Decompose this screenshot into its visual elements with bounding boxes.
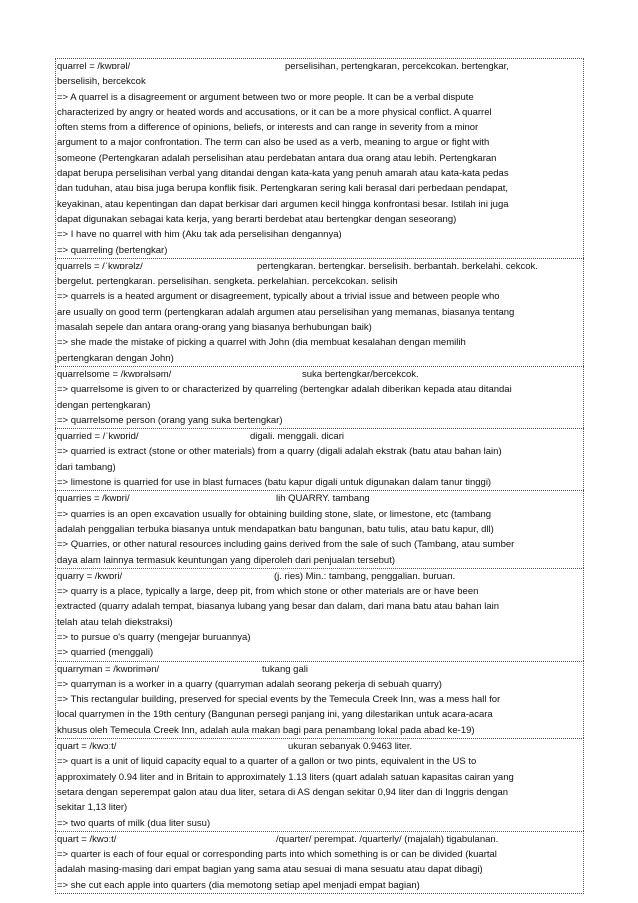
entry-line: khusus oleh Temecula Creek Inn, adalah aula makan bagi para penambang lokal pada abad ke-19) (57, 724, 475, 736)
entry-line: => she cut each apple into quarters (dia memotong setiap apel menjadi empat bagian) (57, 879, 420, 891)
meaning: suka bertengkar/bercekcok. (302, 368, 419, 380)
entry-line: => quarrels is a heated argument or disagreement, typically about a trivial issue and between people who (57, 291, 500, 303)
entry-line: => two quarts of milk (dua liter susu) (57, 817, 211, 829)
headword: quarry = /kwɒri/ (57, 570, 123, 582)
headword: quart = /kwɔːt/ (57, 833, 117, 845)
entry-head (57, 739, 582, 754)
headword: quarrel = /kwɒrəl/ (57, 61, 131, 72)
entry-line: dan tuduhan, atau bisa juga berupa konflik fisik. Pertengkaran sering kali berasal dari perbedaan pendapat, (57, 183, 509, 195)
entry-line: someone (Pertengkaran adalah perselisihan atau perdebatan antara dua orang atau lebih. Pertengkaran (57, 152, 497, 164)
entry-line: are usually on good term (pertengkaran adalah argumen atau perselisihan yang memanas, biasanya tentang (57, 306, 515, 318)
entry-head (57, 259, 582, 274)
entry-line: dapat berupa perselisihan verbal yang ditandai dengan kata-kata yang penuh amarah atau kata-kata pedas (57, 168, 509, 180)
entry-line: berselisih, bercekcok (57, 76, 146, 88)
entry-quarter (55, 831, 584, 894)
dictionary-page (55, 58, 584, 894)
entry-line: => This rectangular building, preserved for special events by the Temecula Creek Inn, was a mess hall for (57, 694, 501, 706)
entry-line: => quart is a unit of liquid capacity equal to a quarter of a gallon or two pints, equivalent in the US to (57, 756, 477, 768)
entry-head (57, 832, 582, 847)
entry-line: => quarries is an open excavation usually for obtaining building stone, slate, or limestone, etc (tambang (57, 508, 492, 520)
entry-line: local quarrymen in the 19th century (Bangunan persegi panjang ini, yang dilestarikan untuk acara-acara (57, 709, 493, 721)
entry-head (57, 367, 582, 382)
entry-quarrel (55, 58, 584, 258)
meaning: perselisihan, pertengkaran, percekcokan. bertengkar, (285, 61, 509, 72)
entry-head (57, 59, 582, 74)
entry-line: dengan pertengkaran) (57, 399, 151, 411)
headword: quarrelsome = /kwɒrəlsəm/ (57, 368, 172, 380)
entry-line: => quarryman is a worker in a quarry (quarryman adalah seorang pekerja di sebuah quarry) (57, 678, 442, 690)
meaning: ukuran sebanyak 0.9463 liter. (288, 741, 413, 753)
entry-line: => limestone is quarried for use in blast furnaces (batu kapur digali untuk digunakan dalam tanur tinggi) (57, 477, 492, 489)
entry-line: => quarrelsome person (orang yang suka bertengkar) (57, 414, 283, 426)
headword: quarryman = /kwɒrimən/ (57, 663, 160, 675)
entry-line: dapat digunakan sebagai kata kerja, yang berarti berdebat atau bertengkar dengan seseorang) (57, 213, 457, 225)
entry-line: bergelut. pertengkaran. perselisihan. sengketa. perkelahian. percekcokan. selisih (57, 276, 398, 288)
entry-head (57, 429, 582, 444)
entry-line: extracted (quarry adalah tempat, biasanya lubang yang besar dan dalam, dari mana batu atau bahan lain (57, 601, 500, 613)
headword: quart = /kwɔːt/ (57, 741, 117, 753)
entry-line: keyakinan, atau kepentingan dan dapat berkisar dari argumen kecil hingga konfrontasi besar. Istilah ini juga (57, 198, 509, 210)
entry-quarrels (55, 258, 584, 366)
entry-line: => quarried is extract (stone or other materials) from a quarry (digali adalah ekstrak (batu atau bahan lain) (57, 446, 502, 458)
entry-line: => quarter is each of four equal or corresponding parts into which something is or can be divided (kuartal (57, 849, 497, 861)
headword: quarries = /kwɒri/ (57, 493, 130, 505)
entry-quart (55, 738, 584, 831)
headword: quarried = /ˈkwɒrid/ (57, 431, 139, 443)
entry-line: => to pursue o's quarry (mengejar buruannya) (57, 631, 251, 643)
entry-quarrelsome (55, 366, 584, 428)
entry-line: pertengkaran dengan John) (57, 352, 174, 364)
entry-line: telah atau telah diekstraksi) (57, 616, 173, 628)
entry-line: dari tambang) (57, 461, 116, 473)
entry-head (57, 569, 582, 584)
entry-head (57, 662, 582, 677)
entry-line: characterized by angry or heated words and accusations, or it can be a more physical conflict. A quarrel (57, 106, 492, 118)
entry-line: argument to a major confrontation. The term can also be used as a verb, meaning to argue or fight with (57, 137, 490, 149)
entry-line: => she made the mistake of picking a quarrel with John (dia membuat kesalahan dengan memilih (57, 337, 466, 349)
entry-quarryman (55, 661, 584, 738)
entry-line: => Quarries, or other natural resources including gains derived from the sale of such (Tambang, atau sumber (57, 539, 515, 551)
entry-line: => quarry is a place, typically a large, deep pit, from which stone or other materials are or have been (57, 586, 479, 598)
entry-line: adalah penggalian terbuka biasanya untuk mendapatkan batu bangunan, batu tulis, atau batu kapur, dll) (57, 523, 494, 535)
entry-quarries (55, 490, 584, 567)
meaning: tukang gali (262, 663, 308, 675)
entry-line: => quarrelsome is given to or characterized by quarreling (bertengkar adalah diberikan kepada atau ditandai (57, 384, 512, 396)
meaning: /quarter/ perempat. /quarterly/ (majalah) tigabulanan. (276, 833, 499, 845)
entry-line: => quarreling (bertengkar) (57, 244, 168, 256)
entry-line: often stems from a difference of opinions, beliefs, or interests and can range in severity from a minor (57, 122, 479, 134)
meaning: lih QUARRY. tambang (276, 493, 370, 505)
meaning: pertengkaran. bertengkar. berselisih. berbantah. berkelahi. cekcok. (257, 260, 538, 272)
entry-line: adalah masing-masing dari empat bagian yang sama atau sesuai di mana sesuatu atau dapat dibagi) (57, 864, 483, 876)
entry-line: => quarried (menggali) (57, 647, 154, 659)
entry-line: setara dengan seperempat galon atau dua liter, setara di AS dengan sekitar 0,94 liter dan di Inggris dengan (57, 786, 509, 798)
entry-line: masalah sepele dan antara orang-orang yang biasanya berhubungan baik) (57, 322, 372, 334)
entry-quarry (55, 568, 584, 661)
entry-head (57, 491, 582, 506)
meaning: (j. ries) Min.: tambang, penggalian. buruan. (274, 570, 456, 582)
entry-quarried (55, 428, 584, 490)
entry-line: daya alam lainnya termasuk keuntungan yang diperoleh dari penjualan tersebut) (57, 554, 395, 566)
entry-line: approximately 0.94 liter and in Britain to approximately 1.13 liters (quart adalah satuan kapasitas cairan yang (57, 771, 514, 783)
entry-line: sekitar 1,13 liter) (57, 802, 128, 814)
entry-line: => I have no quarrel with him (Aku tak ada perselisihan dengannya) (57, 229, 342, 241)
headword: quarrels = /ˈkwɒrəlz/ (57, 260, 143, 272)
meaning: digali. menggali. dicari (250, 431, 344, 443)
entry-line: => A quarrel is a disagreement or argument between two or more people. It can be a verbal dispute (57, 91, 474, 103)
